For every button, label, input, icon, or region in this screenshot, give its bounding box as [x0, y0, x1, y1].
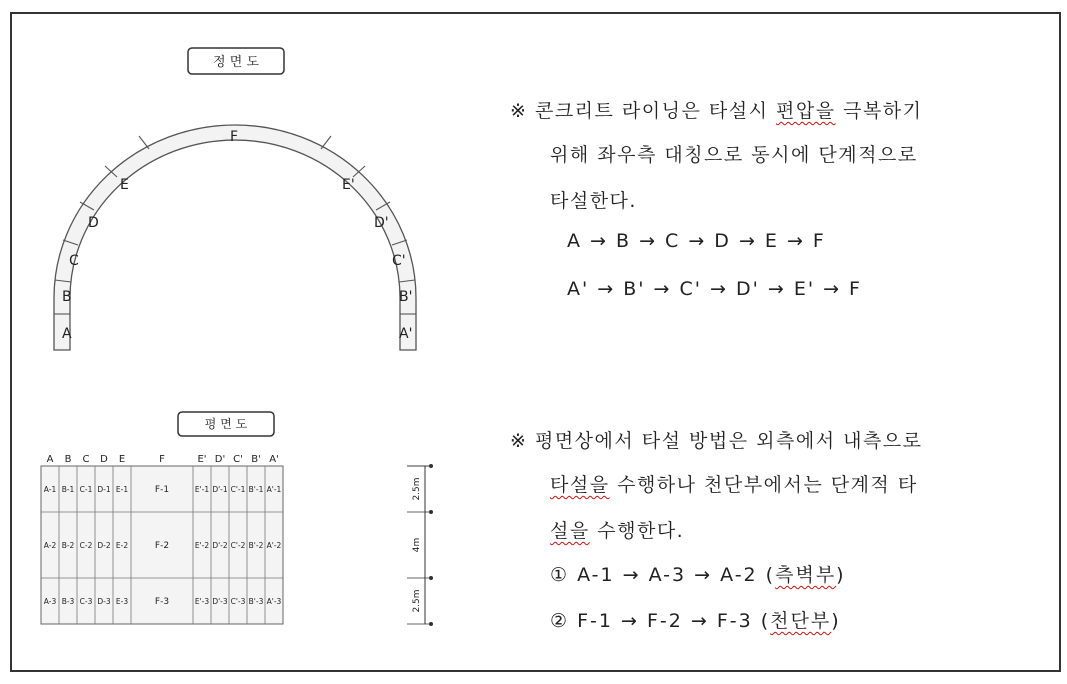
dimension-tick-dot	[429, 464, 433, 468]
plan-cell-label: A-3	[43, 597, 57, 606]
plan-cell-label: B'-3	[248, 597, 264, 606]
plan-view-title: 평 면 도	[204, 417, 248, 431]
plan-grid	[41, 454, 433, 626]
plan-cell-label: B-2	[61, 541, 75, 550]
arch-label-left: E	[120, 177, 129, 193]
arch-label-right: A'	[399, 326, 413, 342]
plan-cell-label: E'-1	[194, 485, 210, 494]
note-marker: ※	[510, 430, 528, 452]
note2-line2-post: 수행하나 천단부에서는 단계적 타	[609, 474, 918, 496]
arch-label-left: B	[62, 289, 72, 305]
note-marker: ※	[510, 100, 528, 122]
note2-step1	[550, 560, 846, 587]
note2-step1-underlined: 측벽부	[775, 564, 837, 586]
arch-label-right: C'	[392, 253, 406, 269]
plan-cell-label: D-1	[97, 485, 111, 494]
note1-line2: 위해 좌우측 대칭으로 동시에 단계적으로	[550, 144, 918, 166]
dimension-label: 4m	[412, 537, 422, 553]
note1-line3: 타설한다.	[550, 190, 637, 212]
note2-line2	[550, 470, 918, 497]
plan-cell-label: A'-1	[266, 485, 282, 494]
arch-label-right: B'	[399, 289, 413, 305]
diagram-frame	[10, 12, 1061, 672]
plan-column-header: E	[118, 454, 126, 465]
arch-label-right: E'	[342, 177, 355, 193]
arch-label-left: C	[69, 253, 79, 269]
note2-line3-underlined: 설을	[550, 520, 590, 542]
plan-cell-label: E'-2	[194, 541, 210, 550]
plan-cell-label: B-1	[61, 485, 75, 494]
plan-cell-label: E-2	[115, 541, 129, 550]
note1-sequence1: A → B → C → D → E → F	[567, 230, 826, 252]
plan-column-header: B'	[251, 454, 261, 465]
plan-cell-label: E'-3	[194, 597, 210, 606]
note1-line1	[510, 96, 923, 123]
note1-line1-pre: 콘크리트 라이닝은 타설시	[534, 100, 776, 122]
plan-cell-label: D'-1	[212, 485, 228, 494]
plan-cell-label: D'-3	[212, 597, 228, 606]
note2-step2-post: )	[831, 610, 841, 632]
plan-cell-label: F-3	[154, 597, 170, 607]
note1-line1-underlined: 편압을	[775, 100, 836, 122]
note2-line3-post: 수행한다.	[589, 520, 685, 542]
arch-label-left: A	[62, 326, 72, 342]
plan-cell-label: E-1	[115, 485, 129, 494]
plan-cell-label: C-2	[79, 541, 93, 550]
plan-column-header: D'	[214, 454, 226, 465]
plan-column-header: C'	[233, 454, 243, 465]
plan-cell-label: E-3	[115, 597, 129, 606]
plan-cell-label: F-2	[154, 541, 170, 551]
note2-step2	[550, 606, 841, 633]
plan-column-header: A	[46, 454, 54, 465]
plan-cell-label: A-2	[43, 541, 57, 550]
plan-column-header: B	[64, 454, 72, 465]
dimension-label: 2.5m	[412, 589, 422, 613]
plan-cell-label: A'-3	[266, 597, 282, 606]
note1-line1-post: 극복하기	[835, 100, 923, 122]
plan-cell-label: C'-3	[230, 597, 246, 606]
plan-column-header: C	[82, 454, 90, 465]
arch-label-left: D	[88, 215, 99, 231]
plan-cell-label: D'-2	[212, 541, 228, 550]
note2-step1-pre: ① A-1 → A-3 → A-2 (	[550, 564, 776, 586]
dimension-label: 2.5m	[412, 477, 422, 501]
plan-cell-label: C'-1	[230, 485, 246, 494]
plan-cell-label: A'-2	[266, 541, 282, 550]
note2-step2-pre: ② F-1 → F-2 → F-3 (	[550, 610, 771, 632]
plan-column-header: E'	[197, 454, 207, 465]
dimension-tick-dot	[429, 622, 433, 626]
plan-cell-label: B-3	[61, 597, 75, 606]
dimension-tick-dot	[429, 576, 433, 580]
dimension-tick-dot	[429, 510, 433, 514]
note2-line3	[550, 516, 684, 543]
note2-step2-underlined: 천단부	[770, 610, 832, 632]
plan-cell-label: C-3	[79, 597, 93, 606]
plan-column-header: F	[159, 454, 165, 465]
arch-label-right: D'	[374, 215, 389, 231]
note2-line1	[510, 426, 923, 453]
front-view-title: 정 면 도	[213, 55, 259, 70]
plan-cell-label: C-1	[79, 485, 93, 494]
plan-cell-label: F-1	[154, 485, 170, 495]
plan-cell-label: B'-2	[248, 541, 264, 550]
plan-column-header: A'	[269, 454, 279, 465]
plan-cell-label: A-1	[43, 485, 57, 494]
note2-line1-text: 평면상에서 타설 방법은 외측에서 내측으로	[534, 430, 923, 452]
plan-cell-label: C'-2	[230, 541, 246, 550]
note2-step1-post: )	[836, 564, 846, 586]
plan-cell-label: D-3	[97, 597, 111, 606]
note1-sequence2: A' → B' → C' → D' → E' → F	[567, 278, 862, 300]
plan-column-header: D	[100, 454, 108, 465]
plan-cell-label: B'-1	[248, 485, 264, 494]
note2-line2-underlined: 타설을	[550, 474, 610, 496]
plan-cell-label: D-2	[97, 541, 111, 550]
arch-label-crown: F	[230, 129, 239, 145]
